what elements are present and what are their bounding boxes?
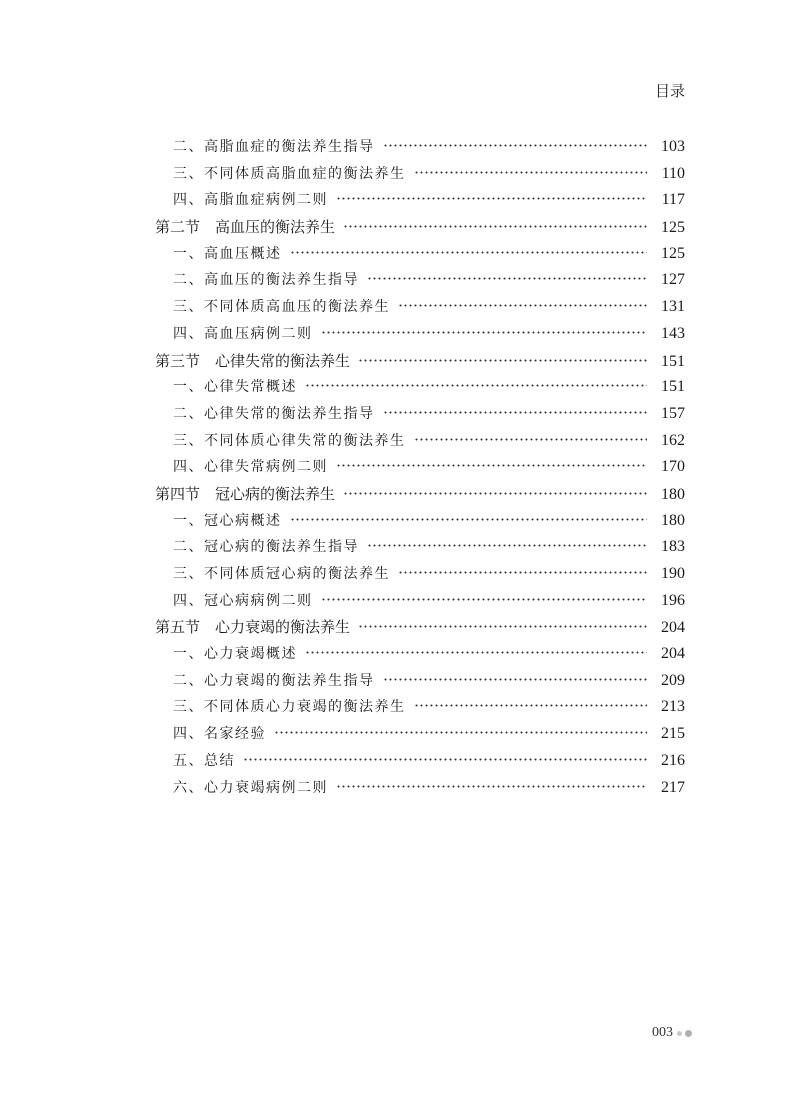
toc-entry-page: 131 bbox=[661, 298, 685, 316]
toc-entry-label: 二、冠心病的衡法养生指导 bbox=[173, 539, 359, 556]
toc-entry-label: 三、不同体质冠心病的衡法养生 bbox=[173, 566, 390, 582]
dot-leader bbox=[383, 411, 648, 414]
toc-section[interactable] bbox=[155, 481, 685, 508]
toc-entry-page: 110 bbox=[661, 164, 685, 182]
dot-leader bbox=[321, 331, 648, 334]
toc-entry-page: 143 bbox=[661, 324, 685, 342]
toc-entry[interactable] bbox=[155, 534, 685, 561]
toc-entry-page: 151 bbox=[661, 378, 685, 396]
toc-entry[interactable] bbox=[155, 775, 685, 802]
dot-leader bbox=[414, 438, 648, 441]
toc-entry[interactable] bbox=[155, 721, 685, 748]
toc-entry-label: 四、心律失常病例二则 bbox=[173, 459, 328, 476]
toc-entry-page: 117 bbox=[661, 191, 685, 209]
toc-entry-page: 216 bbox=[661, 751, 685, 769]
toc-entry-page: 170 bbox=[661, 458, 685, 476]
toc-section[interactable] bbox=[155, 614, 685, 641]
toc-entry-label: 三、不同体质心律失常的衡法养生 bbox=[173, 432, 406, 449]
dot-leader bbox=[358, 359, 647, 362]
toc-entry-label: 四、名家经验 bbox=[173, 726, 266, 743]
toc-section[interactable] bbox=[155, 214, 685, 241]
dot-leader bbox=[398, 571, 647, 574]
toc-section-label: 第三节 心律失常的衡法养生 bbox=[155, 351, 351, 370]
toc-entry[interactable] bbox=[155, 294, 685, 321]
toc-entry-page: 162 bbox=[661, 431, 685, 449]
toc-entry-label: 四、高脂血症病例二则 bbox=[173, 192, 328, 209]
dot-leader bbox=[290, 518, 648, 521]
toc-section-page: 204 bbox=[661, 619, 685, 637]
toc-entry-page: 127 bbox=[661, 271, 685, 289]
toc-entry[interactable] bbox=[155, 508, 685, 535]
toc-entry-label: 二、高血压的衡法养生指导 bbox=[173, 272, 359, 289]
toc-entry-label: 二、心力衰竭的衡法养生指导 bbox=[173, 672, 375, 689]
toc-entry-page: 215 bbox=[661, 725, 685, 743]
dot-leader bbox=[336, 197, 647, 200]
toc-entry[interactable] bbox=[155, 748, 685, 775]
toc-entry-page: 103 bbox=[661, 138, 685, 155]
toc-entry-label: 三、不同体质高脂血症的衡法养生 bbox=[173, 165, 406, 182]
dot-leader bbox=[321, 598, 648, 601]
toc-section-page: 125 bbox=[661, 219, 685, 237]
dot-leader bbox=[398, 304, 647, 307]
toc-entry-page: 180 bbox=[661, 511, 685, 529]
toc-entry-label: 一、心律失常概述 bbox=[173, 379, 297, 396]
dot-leader bbox=[305, 651, 647, 654]
toc-entry[interactable] bbox=[155, 668, 685, 695]
toc-entry[interactable] bbox=[155, 428, 685, 455]
toc-entry[interactable] bbox=[155, 641, 685, 668]
toc-entry[interactable] bbox=[155, 694, 685, 721]
toc-entry-page: 196 bbox=[661, 591, 685, 609]
dot-leader bbox=[358, 625, 647, 628]
toc-entry[interactable] bbox=[155, 401, 685, 428]
dot-leader bbox=[383, 678, 648, 681]
toc-entry-label: 二、高脂血症的衡法养生指导 bbox=[173, 139, 375, 155]
toc-entry-label: 三、不同体质高血压的衡法养生 bbox=[173, 299, 390, 316]
dot-leader bbox=[243, 758, 647, 761]
toc-entry-label: 五、总结 bbox=[173, 752, 235, 769]
dot-leader bbox=[290, 251, 648, 254]
toc-section-label: 第五节 心力衰竭的衡法养生 bbox=[155, 618, 351, 637]
toc-entry-page: 209 bbox=[661, 671, 685, 689]
toc-entry[interactable] bbox=[155, 134, 685, 161]
toc-entry[interactable] bbox=[155, 321, 685, 348]
toc-entry-page: 213 bbox=[661, 698, 685, 716]
toc-entry-label: 四、冠心病病例二则 bbox=[173, 592, 313, 609]
toc-section-page: 151 bbox=[661, 352, 685, 370]
page-number: 003 bbox=[652, 1025, 673, 1040]
running-head-title: 目录 bbox=[654, 82, 685, 100]
dot-leader bbox=[305, 384, 647, 387]
toc-entry-page: 217 bbox=[661, 778, 685, 796]
toc-entry-page: 125 bbox=[661, 244, 685, 262]
table-of-contents bbox=[155, 134, 685, 801]
toc-entry-label: 四、高血压病例二则 bbox=[173, 325, 313, 342]
toc-entry-page: 190 bbox=[661, 565, 685, 582]
toc-entry-label: 一、高血压概述 bbox=[173, 245, 282, 262]
dot-leader bbox=[343, 225, 647, 228]
decorative-dot-icon bbox=[685, 1030, 692, 1037]
dot-leader bbox=[274, 731, 647, 734]
toc-section-label: 第四节 冠心病的衡法养生 bbox=[155, 484, 336, 503]
toc-section-page: 180 bbox=[661, 485, 685, 503]
dot-leader bbox=[414, 704, 648, 707]
toc-entry-label: 一、心力衰竭概述 bbox=[173, 646, 297, 663]
toc-entry-label: 一、冠心病概述 bbox=[173, 512, 282, 529]
toc-entry[interactable] bbox=[155, 374, 685, 401]
dot-leader bbox=[336, 464, 647, 467]
toc-entry[interactable] bbox=[155, 187, 685, 214]
toc-entry[interactable] bbox=[155, 454, 685, 481]
toc-entry[interactable] bbox=[155, 241, 685, 268]
dot-leader bbox=[367, 277, 647, 280]
toc-section[interactable] bbox=[155, 348, 685, 375]
page-footer bbox=[652, 1025, 692, 1041]
dot-leader bbox=[336, 785, 647, 788]
dot-leader bbox=[383, 144, 648, 147]
toc-entry-label: 三、不同体质心力衰竭的衡法养生 bbox=[173, 699, 406, 716]
toc-entry[interactable] bbox=[155, 267, 685, 294]
toc-section-label: 第二节 高血压的衡法养生 bbox=[155, 218, 336, 237]
dot-leader bbox=[414, 171, 648, 174]
toc-entry-page: 183 bbox=[661, 538, 685, 556]
toc-entry[interactable] bbox=[155, 161, 685, 188]
toc-entry-page: 204 bbox=[661, 645, 685, 663]
toc-entry-label: 六、心力衰竭病例二则 bbox=[173, 779, 328, 796]
decorative-dot-icon bbox=[677, 1031, 682, 1036]
dot-leader bbox=[343, 492, 647, 495]
toc-entry[interactable] bbox=[155, 561, 685, 588]
toc-entry-label: 二、心律失常的衡法养生指导 bbox=[173, 405, 375, 422]
toc-entry-page: 157 bbox=[661, 404, 685, 422]
toc-entry[interactable] bbox=[155, 588, 685, 615]
dot-leader bbox=[367, 544, 647, 547]
